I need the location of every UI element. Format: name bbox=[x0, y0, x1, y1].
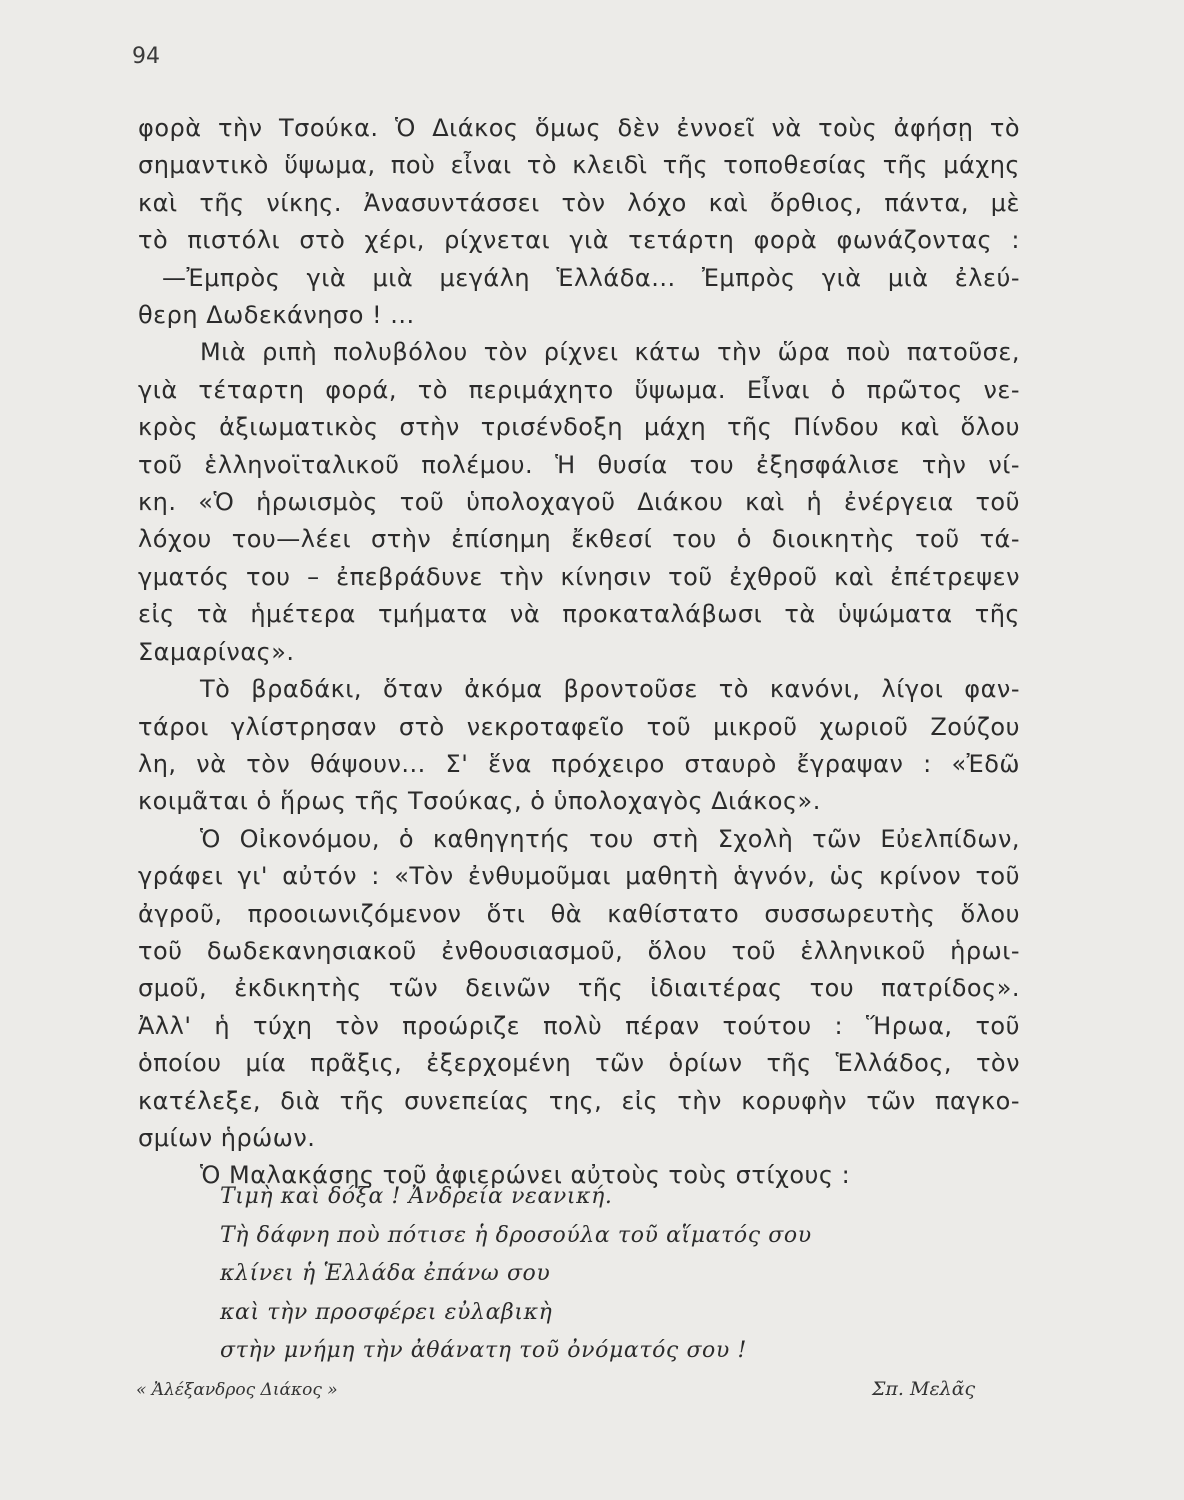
text-line: κοιμᾶται ὁ ἥρως τῆς Τσούκας, ὁ ὑπολοχαγὸς Διάκος». bbox=[138, 787, 821, 816]
text-line: τὸ πιστόλι στὸ χέρι, ρίχνεται γιὰ τετάρτη φορὰ φωνάζοντας : bbox=[138, 226, 1020, 255]
footer-artist: Σπ. Μελᾶς bbox=[872, 1378, 976, 1400]
poem-line: Τὴ δάφνη ποὺ πότισε ἡ δροσούλα τοῦ αἵματός σου bbox=[220, 1222, 812, 1248]
text-line: σμίων ἡρώων. bbox=[138, 1123, 316, 1152]
text-line: ἀγροῦ, προοιωνιζόμενον ὅτι θὰ καθίστατο συσσωρευτὴς ὅλου bbox=[138, 899, 1020, 928]
text-line: σμοῦ, ἐκδικητὴς τῶν δεινῶν τῆς ἰδιαιτέρας του πατρίδος». bbox=[138, 974, 1020, 1003]
text-line: Ὁ Μαλακάσης τοῦ ἀφιερώνει αὐτοὺς τοὺς στίχους : bbox=[200, 1161, 851, 1190]
poem-line: στὴν μνήμη τὴν ἀθάνατη τοῦ ὀνόματός σου ! bbox=[220, 1338, 747, 1363]
text-line: θερη Δωδεκάνησο ! ... bbox=[138, 301, 415, 330]
text-line: κρὸς ἀξιωματικὸς στὴν τρισένδοξη μάχη τῆς Πίνδου καὶ ὅλου bbox=[138, 413, 1020, 442]
text-line: γματός του – ἐπεβράδυνε τὴν κίνησιν τοῦ ἐχθροῦ καὶ ἐπέτρεψεν bbox=[138, 562, 1020, 591]
page-number: 94 bbox=[132, 44, 160, 69]
text-line: Μιὰ ριπὴ πολυβόλου τὸν ρίχνει κάτω τὴν ὥρα ποὺ πατοῦσε, bbox=[200, 338, 1020, 367]
footer-caption: « Ἀλέξανδρος Διάκος » bbox=[136, 1380, 338, 1400]
text-line: λόχου του—λέει στὴν ἐπίσημη ἔκθεσί του ὁ διοικητὴς τοῦ τά- bbox=[138, 525, 1020, 554]
text-line: ὁποίου μία πρᾶξις, ἐξερχομένη τῶν ὁρίων τῆς Ἑλλάδος, τὸν bbox=[138, 1049, 1020, 1078]
text-line: Ὁ Οἰκονόμου, ὁ καθηγητής του στὴ Σχολὴ τῶν Εὐελπίδων, bbox=[200, 824, 1020, 853]
text-line: κη. «Ὁ ἡρωισμὸς τοῦ ὑπολοχαγοῦ Διάκου καὶ ἡ ἐνέργεια τοῦ bbox=[138, 488, 1020, 517]
text-line: Ἀλλ' ἡ τύχη τὸν προώριζε πολὺ πέραν τούτου : Ἥρωα, τοῦ bbox=[138, 1011, 1020, 1040]
body-text bbox=[138, 110, 1020, 1195]
text-line: φορὰ τὴν Τσούκα. Ὁ Διάκος ὅμως δὲν ἐννοεῖ νὰ τοὺς ἀφήσῃ τὸ bbox=[138, 114, 1020, 142]
text-line: εἰς τὰ ἡμέτερα τμήματα νὰ προκαταλάβωσι τὰ ὑψώματα τῆς bbox=[138, 600, 1020, 629]
text-line: τοῦ ἑλληνοϊταλικοῦ πολέμου. Ἡ θυσία του ἐξησφάλισε τὴν νί- bbox=[138, 450, 1020, 479]
text-line: σημαντικὸ ὕψωμα, ποὺ εἶναι τὸ κλειδὶ τῆς τοποθεσίας τῆς μάχης bbox=[138, 151, 1020, 180]
text-line: —Ἐμπρὸς γιὰ μιὰ μεγάλη Ἑλλάδα... Ἐμπρὸς γιὰ μιὰ ἐλεύ- bbox=[162, 263, 1020, 292]
text-line: τάροι γλίστρησαν στὸ νεκροταφεῖο τοῦ μικροῦ χωριοῦ Ζούζου bbox=[138, 712, 1020, 741]
poem-line: καὶ τὴν προσφέρει εὐλαβικὴ bbox=[220, 1299, 553, 1325]
text-line: Σαμαρίνας». bbox=[138, 637, 295, 666]
poem-line: κλίνει ἡ Ἑλλάδα ἐπάνω σου bbox=[220, 1261, 551, 1286]
text-line: καὶ τῆς νίκης. Ἀνασυντάσσει τὸν λόχο καὶ ὄρθιος, πάντα, μὲ bbox=[138, 188, 1020, 217]
text-line: γιὰ τέταρτη φορά, τὸ περιμάχητο ὕψωμα. Εἶναι ὁ πρῶτος νε- bbox=[138, 375, 1020, 404]
text-line: Τὸ βραδάκι, ὅταν ἀκόμα βροντοῦσε τὸ κανόνι, λίγοι φαν- bbox=[200, 675, 1020, 704]
text-line: λη, νὰ τὸν θάψουν... Σ' ἕνα πρόχειρο σταυρὸ ἔγραψαν : «Ἐδῶ bbox=[138, 749, 1020, 778]
poem bbox=[220, 1178, 812, 1371]
poem-line: Τιμὴ καὶ δόξα ! Ἀνδρεία νεανική. bbox=[220, 1184, 613, 1209]
text-line: κατέλεξε, διὰ τῆς συνεπείας της, εἰς τὴν κορυφὴν τῶν παγκο- bbox=[138, 1086, 1020, 1115]
text-line: τοῦ δωδεκανησιακοῦ ἐνθουσιασμοῦ, ὅλου τοῦ ἑλληνικοῦ ἡρωι- bbox=[138, 936, 1020, 965]
text-line: γράφει γι' αὐτόν : «Τὸν ἐνθυμοῦμαι μαθητὴ ἁγνόν, ὡς κρίνον τοῦ bbox=[138, 862, 1020, 891]
